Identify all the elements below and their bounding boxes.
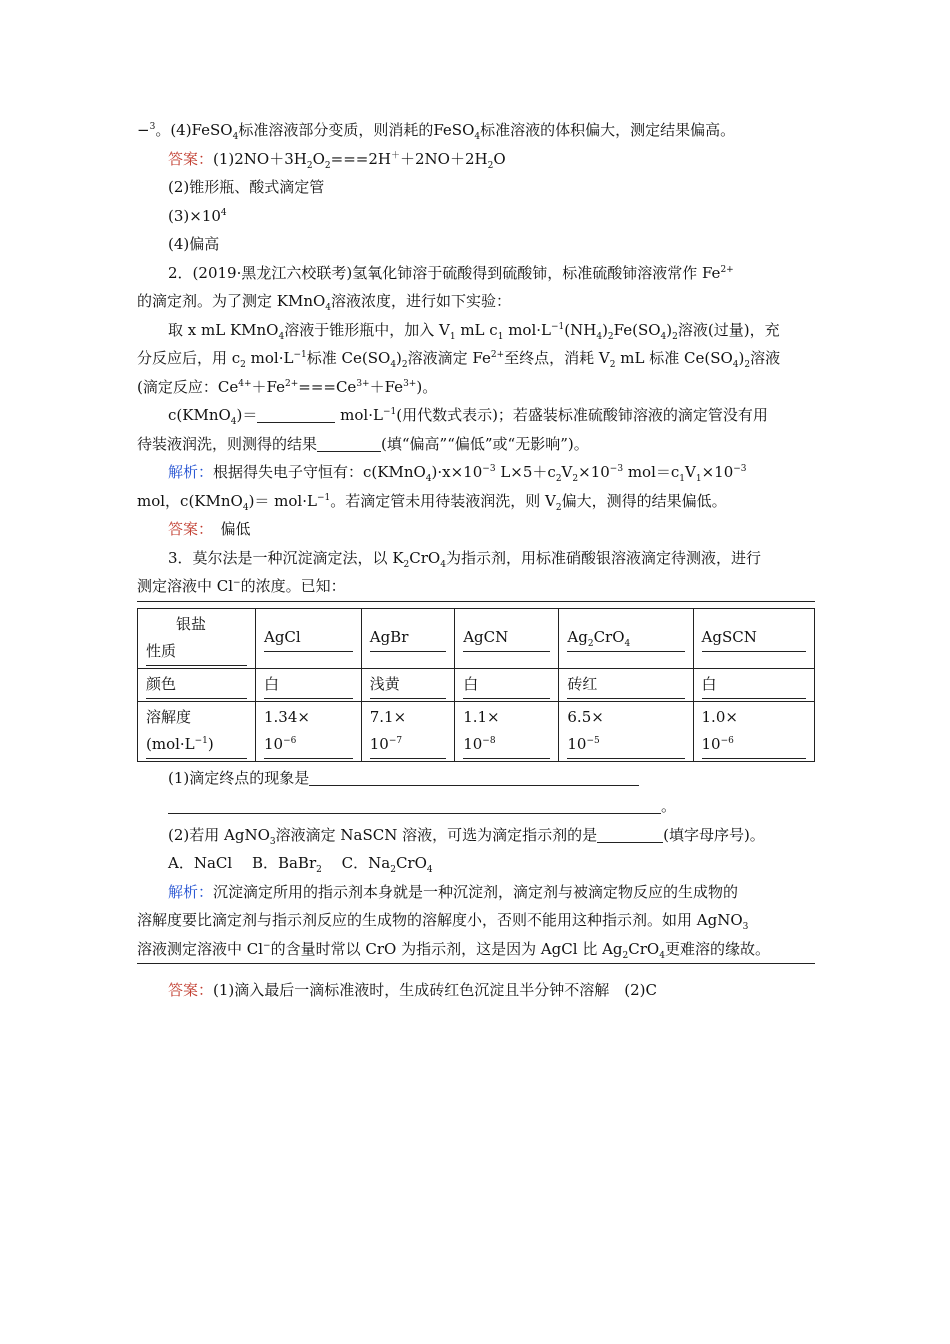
analysis-label: 解析： <box>168 463 214 481</box>
answer-2: 答案： 偏低 <box>168 520 251 538</box>
answer-blank[interactable] <box>168 797 661 814</box>
table-cell: 白 <box>256 668 362 701</box>
question-2-line-1: 2．(2019·黑龙江六校联考)氢氧化铈溶于硫酸得到硫酸铈，标准硫酸铈溶液常作 $Fe^{2+}$ <box>168 263 734 282</box>
table-cell: 7.1× $10^{-7}$ <box>361 701 454 761</box>
document-page <box>137 116 815 1005</box>
prev-answer-tail: −$^3$。(4)FeSO$_4$标准溶液部分变质，则消耗的FeSO$_4$标准溶液的体积偏大，测定结果偏高。 <box>137 121 736 142</box>
salt-agcl: AgCl <box>256 608 362 668</box>
analysis-3-line-3: 溶液测定溶液中 Cl−的含量时常以 CrO 为指示剂，这是因为 AgCl 比 $Ag_2CrO_4$更难溶的缘故。 <box>137 935 815 965</box>
table-row <box>138 668 815 701</box>
question-3-sub-1-cont: 。 <box>137 792 815 821</box>
analysis-2-line-2: mol，c(KMnO$_4$)＝ $mol\cdot L^{-1}$。若滴定管未用待装液润洗，则 $V_2$偏大，测得的结果偏低。 <box>137 491 727 513</box>
question-2-line-7: 待装液润洗，则测得的结果 (填“偏高”“偏低”或“无影响”)。 <box>137 434 589 453</box>
row-label-color: 颜色 <box>138 668 256 701</box>
question-2-line-6: c(KMnO$_4$)＝ $mol\cdot L^{-1}$(用代数式表示)；若盛装标准硫酸铈溶液的滴定管没有用 <box>168 406 768 427</box>
table-cell: 1.34× $10^{-6}$ <box>256 701 362 761</box>
answer-blank[interactable] <box>317 435 381 452</box>
answer-blank[interactable] <box>597 826 663 843</box>
answer-label: 答案： <box>168 981 214 999</box>
answer-blank[interactable] <box>309 769 639 786</box>
table-cell: 浅黄 <box>361 668 454 701</box>
salt-agscn: AgSCN <box>693 608 814 668</box>
silver-salt-table <box>137 608 815 762</box>
table-cell: 砖红 <box>559 668 693 701</box>
header-cell: 银盐 性质 <box>138 608 256 668</box>
analysis-3-line-2: 溶解度要比滴定剂与指示剂反应的生成物的溶解度小，否则不能用这种指示剂。如用 AgNO$_3$ <box>137 911 749 932</box>
answer-1-line-2: (2)锥形瓶、酸式滴定管 <box>168 178 325 196</box>
analysis-2-line-1: 解析：根据得失电子守恒有：$c(KMnO_4)\cdot x\times 10^{-3}$ $L\times 5+c_2V_2\times 10^{-3}$ $mol=c_1V_1\times 10^{-3}$ <box>168 463 747 484</box>
answer-1-line-4: (4)偏高 <box>168 235 220 253</box>
question-2-line-2: 的滴定剂。为了测定 KMnO$_4$溶液浓度，进行如下实验： <box>137 292 512 313</box>
row-label-solubility: 溶解度 $(mol\cdot L^{-1})$ <box>138 701 256 761</box>
analysis-label: 解析： <box>168 882 214 901</box>
salt-ag2cro4: $Ag_2CrO_4$ <box>559 608 693 668</box>
question-2-line-5: (滴定反应：$Ce^{4+}+Fe^{2+}===Ce^{3+}+Fe^{3+}$)。 <box>137 377 438 396</box>
answer-1-line-1: 答案：$(1)2NO+3H_2O_2===2H^++2NO+2H_2O$ <box>168 149 506 171</box>
table-cell: 6.5× $10^{-5}$ <box>559 701 693 761</box>
answer-3: 答案：(1)滴入最后一滴标准液时，生成砖红色沉淀且半分钟不溶解 (2)C <box>168 981 657 999</box>
table-row <box>138 701 815 761</box>
question-3-line-2: 测定溶液中 Cl−的浓度。已知： <box>137 572 815 602</box>
question-2-line-4: 分反应后，用 $c_2$ $mol\cdot L^{-1}$标准 $Ce(SO_4)_2$溶液滴定 $Fe^{2+}$至终点，消耗 $V_2$ mL 标准 $Ce(SO_4)_2$溶液 <box>137 349 781 370</box>
answer-1-line-3: $(3)\times 10^4$ <box>168 206 227 225</box>
question-3-line-1: 3．莫尔法是一种沉淀滴定法，以 $K_2CrO_4$为指示剂，用标准硝酸银溶液滴定待测液，进行 <box>168 548 761 570</box>
table-cell: 白 <box>693 668 814 701</box>
question-3-sub-1: (1)滴定终点的现象是 <box>137 764 815 793</box>
question-2-line-3: 取 x mL KMnO$_4$溶液于锥形瓶中，加入 $V_1$ mL $c_1$ $mol\cdot L^{-1}(NH_4)_2Fe(SO_4)_2$溶液(过量)，充 <box>168 320 780 342</box>
salt-agbr: AgBr <box>361 608 454 668</box>
answer-blank[interactable] <box>257 406 335 423</box>
analysis-3-line-1: 解析：沉淀滴定所用的指示剂本身就是一种沉淀剂，滴定剂与被滴定物反应的生成物的 <box>168 882 739 901</box>
question-3-options: A．NaCl B．BaBr$_2$ C．$Na_2CrO_4$ <box>168 854 433 875</box>
question-3-sub-2: (2)若用 AgNO$_3$溶液滴定 NaSCN 溶液，可选为滴定指示剂的是 (填字母序号)。 <box>168 825 765 847</box>
table-cell: 白 <box>455 668 559 701</box>
answer-label: 答案： <box>168 520 206 538</box>
table-row <box>138 608 815 668</box>
table-cell: 1.1× $10^{-8}$ <box>455 701 559 761</box>
answer-label: 答案： <box>168 149 214 168</box>
salt-agcn: AgCN <box>455 608 559 668</box>
table-cell: 1.0× $10^{-6}$ <box>693 701 814 761</box>
